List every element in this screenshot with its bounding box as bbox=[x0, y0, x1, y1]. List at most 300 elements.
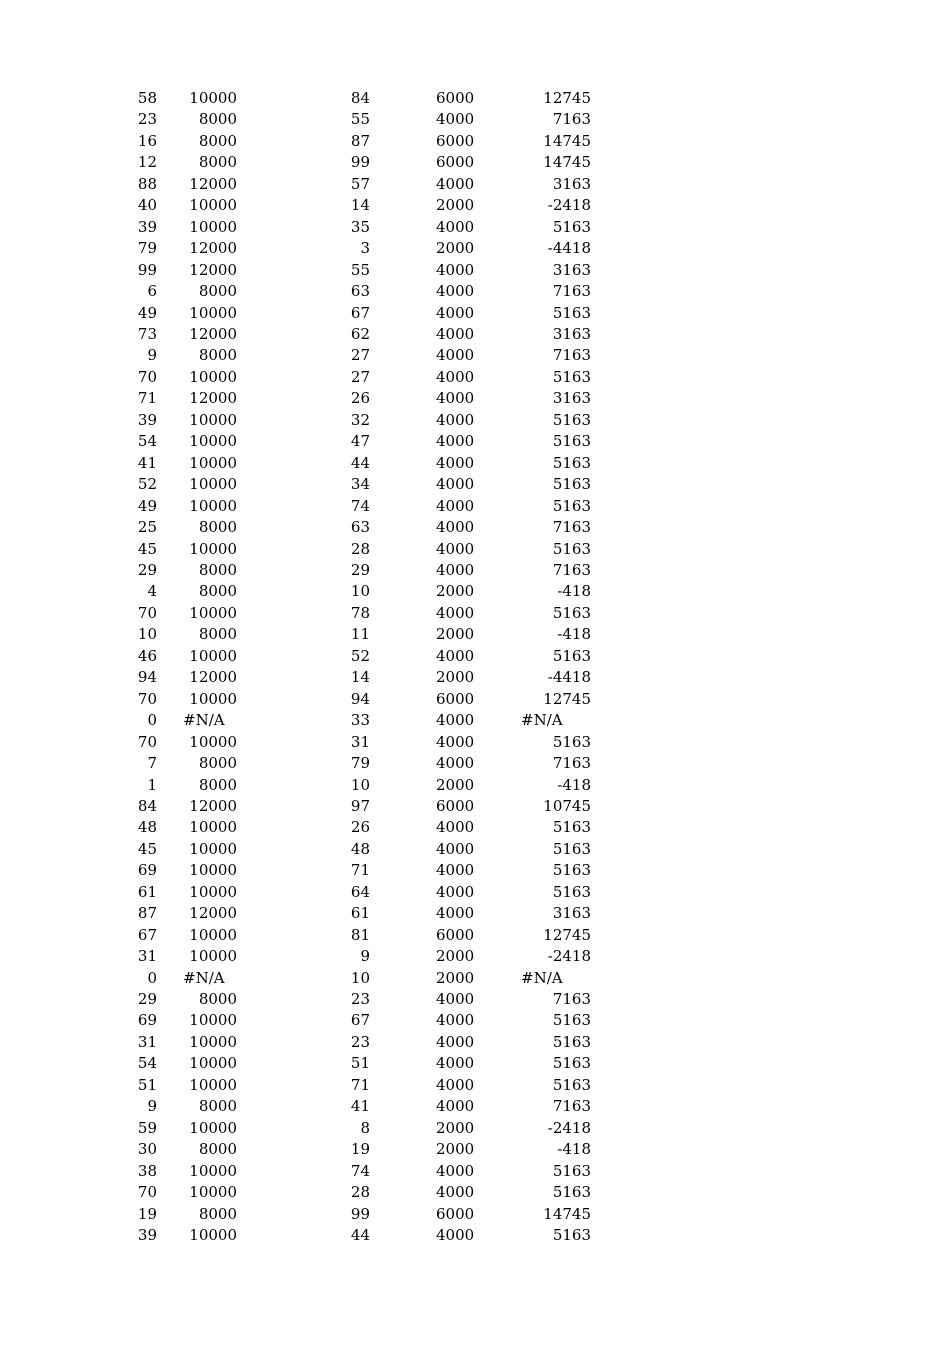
result-cell: 7163 bbox=[552, 346, 591, 365]
amount-cell: 6000 bbox=[436, 925, 475, 944]
cost-cell: 10000 bbox=[189, 947, 237, 966]
second-random-number-cell: 3 bbox=[360, 239, 370, 258]
amount-cell: 4000 bbox=[436, 1011, 475, 1030]
result-cell: 5163 bbox=[552, 861, 591, 880]
second-random-number-cell: 87 bbox=[350, 131, 370, 150]
table-row bbox=[0, 152, 950, 173]
second-random-number-cell: 19 bbox=[350, 1140, 370, 1159]
table-row bbox=[0, 88, 950, 109]
amount-cell: 2000 bbox=[436, 775, 475, 794]
result-cell: 5163 bbox=[552, 410, 591, 429]
cost-cell: 8000 bbox=[198, 1140, 237, 1159]
result-cell: 12745 bbox=[543, 925, 591, 944]
table-row bbox=[0, 238, 950, 259]
result-cell: 5163 bbox=[552, 539, 591, 558]
result-cell: 5163 bbox=[552, 453, 591, 472]
random-number-cell: 73 bbox=[137, 324, 157, 343]
table-row bbox=[0, 431, 950, 452]
second-random-number-cell: 84 bbox=[350, 89, 370, 107]
random-number-cell: 84 bbox=[137, 796, 157, 815]
random-number-cell: 0 bbox=[147, 711, 157, 730]
cost-cell: 8000 bbox=[198, 625, 237, 644]
table-row bbox=[0, 345, 950, 366]
cost-cell: 10000 bbox=[189, 217, 237, 236]
table-row bbox=[0, 474, 950, 495]
cost-cell: 12000 bbox=[189, 324, 237, 343]
random-number-cell: 39 bbox=[137, 1226, 157, 1245]
table-row bbox=[0, 925, 950, 946]
table-row bbox=[0, 753, 950, 774]
table-row bbox=[0, 689, 950, 710]
second-random-number-cell: 63 bbox=[350, 518, 370, 537]
table-row bbox=[0, 1075, 950, 1096]
result-cell: 5163 bbox=[552, 496, 591, 515]
result-cell: 5163 bbox=[552, 303, 591, 322]
random-number-cell: 9 bbox=[147, 346, 157, 365]
table-row bbox=[0, 1053, 950, 1074]
cost-cell: 8000 bbox=[198, 153, 237, 172]
random-number-cell: 88 bbox=[137, 174, 157, 193]
result-cell: 5163 bbox=[552, 1226, 591, 1245]
result-cell: -418 bbox=[557, 1140, 591, 1159]
random-number-cell: 31 bbox=[137, 947, 157, 966]
amount-cell: 4000 bbox=[436, 882, 475, 901]
amount-cell: 4000 bbox=[436, 560, 475, 579]
table-row bbox=[0, 710, 950, 731]
cost-cell: 10000 bbox=[189, 1226, 237, 1245]
amount-cell: 4000 bbox=[436, 453, 475, 472]
second-random-number-cell: 97 bbox=[350, 796, 370, 815]
second-random-number-cell: 61 bbox=[350, 904, 370, 923]
cost-cell: 10000 bbox=[189, 432, 237, 451]
cost-cell: 12000 bbox=[189, 174, 237, 193]
cost-cell: #N/A bbox=[183, 968, 225, 987]
result-cell: 5163 bbox=[552, 475, 591, 494]
random-number-cell: 7 bbox=[147, 754, 157, 773]
amount-cell: 4000 bbox=[436, 110, 475, 129]
amount-cell: 6000 bbox=[436, 131, 475, 150]
table-row bbox=[0, 667, 950, 688]
cost-cell: 10000 bbox=[189, 603, 237, 622]
table-row bbox=[0, 367, 950, 388]
random-number-cell: 70 bbox=[137, 603, 157, 622]
amount-cell: 4000 bbox=[436, 839, 475, 858]
random-number-cell: 87 bbox=[137, 904, 157, 923]
random-number-cell: 0 bbox=[147, 968, 157, 987]
cost-cell: 10000 bbox=[189, 475, 237, 494]
table-row bbox=[0, 1118, 950, 1139]
random-number-cell: 23 bbox=[137, 110, 157, 129]
random-number-cell: 99 bbox=[137, 260, 157, 279]
amount-cell: 2000 bbox=[436, 625, 475, 644]
second-random-number-cell: 32 bbox=[350, 410, 370, 429]
table-row bbox=[0, 388, 950, 409]
table-row bbox=[0, 560, 950, 581]
cost-cell: 10000 bbox=[189, 539, 237, 558]
second-random-number-cell: 67 bbox=[350, 303, 370, 322]
amount-cell: 2000 bbox=[436, 1140, 475, 1159]
cost-cell: 12000 bbox=[189, 389, 237, 408]
random-number-cell: 12 bbox=[137, 153, 157, 172]
random-number-cell: 30 bbox=[137, 1140, 157, 1159]
random-number-cell: 29 bbox=[137, 990, 157, 1009]
table-row bbox=[0, 217, 950, 238]
result-cell: 12745 bbox=[543, 89, 591, 107]
random-number-cell: 6 bbox=[147, 282, 157, 301]
result-cell: 14745 bbox=[543, 131, 591, 150]
second-random-number-cell: 14 bbox=[350, 196, 370, 215]
random-number-cell: 49 bbox=[137, 496, 157, 515]
table-row bbox=[0, 539, 950, 560]
cost-cell: 10000 bbox=[189, 818, 237, 837]
random-number-cell: 38 bbox=[137, 1161, 157, 1180]
second-random-number-cell: 44 bbox=[350, 1226, 370, 1245]
amount-cell: 4000 bbox=[436, 389, 475, 408]
table-row bbox=[0, 410, 950, 431]
cost-cell: 12000 bbox=[189, 260, 237, 279]
random-number-cell: 70 bbox=[137, 689, 157, 708]
second-random-number-cell: 55 bbox=[350, 260, 370, 279]
result-cell: 5163 bbox=[552, 1075, 591, 1094]
table-row bbox=[0, 646, 950, 667]
second-random-number-cell: 11 bbox=[350, 625, 370, 644]
result-cell: -418 bbox=[557, 775, 591, 794]
result-cell: 3163 bbox=[552, 174, 591, 193]
random-number-cell: 40 bbox=[137, 196, 157, 215]
result-cell: 14745 bbox=[543, 1204, 591, 1223]
cost-cell: 12000 bbox=[189, 668, 237, 687]
result-cell: 14745 bbox=[543, 153, 591, 172]
table-row bbox=[0, 174, 950, 195]
cost-cell: 10000 bbox=[189, 1118, 237, 1137]
result-cell: 5163 bbox=[552, 1183, 591, 1202]
amount-cell: 4000 bbox=[436, 818, 475, 837]
cost-cell: 8000 bbox=[198, 518, 237, 537]
table-row bbox=[0, 603, 950, 624]
amount-cell: 4000 bbox=[436, 217, 475, 236]
amount-cell: 2000 bbox=[436, 947, 475, 966]
table-row bbox=[0, 1225, 950, 1246]
random-number-cell: 52 bbox=[137, 475, 157, 494]
table-row bbox=[0, 968, 950, 989]
result-cell: -4418 bbox=[547, 668, 591, 687]
second-random-number-cell: 26 bbox=[350, 389, 370, 408]
cost-cell: 8000 bbox=[198, 1097, 237, 1116]
table-row bbox=[0, 496, 950, 517]
amount-cell: 4000 bbox=[436, 475, 475, 494]
second-random-number-cell: 62 bbox=[350, 324, 370, 343]
result-cell: 3163 bbox=[552, 324, 591, 343]
second-random-number-cell: 14 bbox=[350, 668, 370, 687]
amount-cell: 2000 bbox=[436, 582, 475, 601]
cost-cell: 10000 bbox=[189, 410, 237, 429]
random-number-cell: 71 bbox=[137, 389, 157, 408]
random-number-cell: 48 bbox=[137, 818, 157, 837]
cost-cell: 8000 bbox=[198, 582, 237, 601]
second-random-number-cell: 99 bbox=[350, 1204, 370, 1223]
result-cell: -4418 bbox=[547, 239, 591, 258]
second-random-number-cell: 52 bbox=[350, 646, 370, 665]
amount-cell: 4000 bbox=[436, 1032, 475, 1051]
result-cell: 7163 bbox=[552, 282, 591, 301]
table-row bbox=[0, 1182, 950, 1203]
result-cell: -2418 bbox=[547, 196, 591, 215]
random-number-cell: 39 bbox=[137, 217, 157, 236]
amount-cell: 2000 bbox=[436, 1118, 475, 1137]
result-cell: 5163 bbox=[552, 217, 591, 236]
cost-cell: 10000 bbox=[189, 839, 237, 858]
table-row bbox=[0, 1161, 950, 1182]
second-random-number-cell: 81 bbox=[350, 925, 370, 944]
random-number-cell: 1 bbox=[147, 775, 157, 794]
second-random-number-cell: 29 bbox=[350, 560, 370, 579]
second-random-number-cell: 23 bbox=[350, 990, 370, 1009]
amount-cell: 4000 bbox=[436, 732, 475, 751]
second-random-number-cell: 79 bbox=[350, 754, 370, 773]
result-cell: -2418 bbox=[547, 1118, 591, 1137]
amount-cell: 6000 bbox=[436, 1204, 475, 1223]
table-row bbox=[0, 989, 950, 1010]
amount-cell: 4000 bbox=[436, 711, 475, 730]
result-cell: 3163 bbox=[552, 904, 591, 923]
second-random-number-cell: 41 bbox=[350, 1097, 370, 1116]
table-row bbox=[0, 817, 950, 838]
random-number-cell: 54 bbox=[137, 1054, 157, 1073]
random-number-cell: 4 bbox=[147, 582, 157, 601]
second-random-number-cell: 35 bbox=[350, 217, 370, 236]
table-row bbox=[0, 1096, 950, 1117]
random-number-cell: 51 bbox=[137, 1075, 157, 1094]
result-cell: 7163 bbox=[552, 990, 591, 1009]
result-cell: #N/A bbox=[521, 968, 563, 987]
table-row bbox=[0, 903, 950, 924]
result-cell: 5163 bbox=[552, 603, 591, 622]
random-number-cell: 94 bbox=[137, 668, 157, 687]
amount-cell: 4000 bbox=[436, 1075, 475, 1094]
amount-cell: 4000 bbox=[436, 303, 475, 322]
table-row bbox=[0, 732, 950, 753]
amount-cell: 4000 bbox=[436, 539, 475, 558]
amount-cell: 4000 bbox=[436, 174, 475, 193]
table-row bbox=[0, 1010, 950, 1031]
table-row bbox=[0, 1204, 950, 1225]
amount-cell: 4000 bbox=[436, 260, 475, 279]
cost-cell: 8000 bbox=[198, 560, 237, 579]
random-number-cell: 69 bbox=[137, 861, 157, 880]
random-number-cell: 46 bbox=[137, 646, 157, 665]
cost-cell: 12000 bbox=[189, 796, 237, 815]
random-number-cell: 39 bbox=[137, 410, 157, 429]
result-cell: 5163 bbox=[552, 732, 591, 751]
result-cell: 5163 bbox=[552, 839, 591, 858]
cost-cell: 8000 bbox=[198, 282, 237, 301]
amount-cell: 4000 bbox=[436, 1161, 475, 1180]
table-row bbox=[0, 946, 950, 967]
second-random-number-cell: 94 bbox=[350, 689, 370, 708]
cost-cell: 8000 bbox=[198, 346, 237, 365]
cost-cell: 10000 bbox=[189, 1183, 237, 1202]
cost-cell: 12000 bbox=[189, 904, 237, 923]
table-row bbox=[0, 453, 950, 474]
result-cell: 5163 bbox=[552, 432, 591, 451]
result-cell: 5163 bbox=[552, 1011, 591, 1030]
second-random-number-cell: 47 bbox=[350, 432, 370, 451]
random-number-cell: 70 bbox=[137, 367, 157, 386]
result-cell: 5163 bbox=[552, 882, 591, 901]
result-cell: 7163 bbox=[552, 110, 591, 129]
table-row bbox=[0, 109, 950, 130]
cost-cell: 10000 bbox=[189, 882, 237, 901]
cost-cell: 10000 bbox=[189, 496, 237, 515]
table-row bbox=[0, 1032, 950, 1053]
second-random-number-cell: 33 bbox=[350, 711, 370, 730]
amount-cell: 4000 bbox=[436, 754, 475, 773]
amount-cell: 4000 bbox=[436, 1054, 475, 1073]
table-row bbox=[0, 882, 950, 903]
cost-cell: 10000 bbox=[189, 1032, 237, 1051]
table-row bbox=[0, 281, 950, 302]
random-number-cell: 45 bbox=[137, 539, 157, 558]
amount-cell: 4000 bbox=[436, 432, 475, 451]
table-row bbox=[0, 775, 950, 796]
table-row bbox=[0, 517, 950, 538]
random-number-cell: 58 bbox=[137, 89, 157, 107]
cost-cell: 8000 bbox=[198, 775, 237, 794]
cost-cell: 10000 bbox=[189, 303, 237, 322]
amount-cell: 4000 bbox=[436, 603, 475, 622]
second-random-number-cell: 64 bbox=[350, 882, 370, 901]
second-random-number-cell: 27 bbox=[350, 367, 370, 386]
result-cell: 5163 bbox=[552, 646, 591, 665]
second-random-number-cell: 74 bbox=[350, 1161, 370, 1180]
second-random-number-cell: 10 bbox=[350, 775, 370, 794]
random-number-cell: 69 bbox=[137, 1011, 157, 1030]
cost-cell: 10000 bbox=[189, 89, 237, 107]
result-cell: 7163 bbox=[552, 754, 591, 773]
second-random-number-cell: 67 bbox=[350, 1011, 370, 1030]
table-row bbox=[0, 839, 950, 860]
second-random-number-cell: 31 bbox=[350, 732, 370, 751]
cost-cell: 8000 bbox=[198, 1204, 237, 1223]
second-random-number-cell: 8 bbox=[360, 1118, 370, 1137]
random-number-cell: 19 bbox=[137, 1204, 157, 1223]
second-random-number-cell: 55 bbox=[350, 110, 370, 129]
result-cell: 7163 bbox=[552, 560, 591, 579]
amount-cell: 2000 bbox=[436, 668, 475, 687]
table-row bbox=[0, 303, 950, 324]
second-random-number-cell: 71 bbox=[350, 861, 370, 880]
result-cell: 10745 bbox=[543, 796, 591, 815]
random-number-cell: 49 bbox=[137, 303, 157, 322]
cost-cell: 8000 bbox=[198, 131, 237, 150]
spreadsheet-table bbox=[0, 88, 950, 1246]
result-cell: 5163 bbox=[552, 818, 591, 837]
second-random-number-cell: 48 bbox=[350, 839, 370, 858]
amount-cell: 4000 bbox=[436, 324, 475, 343]
cost-cell: 10000 bbox=[189, 1075, 237, 1094]
second-random-number-cell: 28 bbox=[350, 539, 370, 558]
result-cell: -2418 bbox=[547, 947, 591, 966]
table-row bbox=[0, 1139, 950, 1160]
random-number-cell: 10 bbox=[137, 625, 157, 644]
random-number-cell: 70 bbox=[137, 1183, 157, 1202]
amount-cell: 2000 bbox=[436, 196, 475, 215]
amount-cell: 4000 bbox=[436, 496, 475, 515]
second-random-number-cell: 27 bbox=[350, 346, 370, 365]
cost-cell: 12000 bbox=[189, 239, 237, 258]
result-cell: -418 bbox=[557, 582, 591, 601]
table-row bbox=[0, 796, 950, 817]
second-random-number-cell: 28 bbox=[350, 1183, 370, 1202]
result-cell: 7163 bbox=[552, 518, 591, 537]
amount-cell: 4000 bbox=[436, 904, 475, 923]
second-random-number-cell: 34 bbox=[350, 475, 370, 494]
amount-cell: 4000 bbox=[436, 990, 475, 1009]
result-cell: 3163 bbox=[552, 260, 591, 279]
random-number-cell: 61 bbox=[137, 882, 157, 901]
cost-cell: 10000 bbox=[189, 1054, 237, 1073]
second-random-number-cell: 78 bbox=[350, 603, 370, 622]
cost-cell: 10000 bbox=[189, 925, 237, 944]
amount-cell: 6000 bbox=[436, 689, 475, 708]
random-number-cell: 25 bbox=[137, 518, 157, 537]
result-cell: 5163 bbox=[552, 1032, 591, 1051]
random-number-cell: 54 bbox=[137, 432, 157, 451]
cost-cell: 8000 bbox=[198, 754, 237, 773]
second-random-number-cell: 23 bbox=[350, 1032, 370, 1051]
cost-cell: 10000 bbox=[189, 1161, 237, 1180]
second-random-number-cell: 74 bbox=[350, 496, 370, 515]
result-cell: 3163 bbox=[552, 389, 591, 408]
amount-cell: 2000 bbox=[436, 239, 475, 258]
amount-cell: 4000 bbox=[436, 518, 475, 537]
random-number-cell: 31 bbox=[137, 1032, 157, 1051]
amount-cell: 4000 bbox=[436, 646, 475, 665]
second-random-number-cell: 26 bbox=[350, 818, 370, 837]
cost-cell: 8000 bbox=[198, 990, 237, 1009]
random-number-cell: 67 bbox=[137, 925, 157, 944]
random-number-cell: 45 bbox=[137, 839, 157, 858]
amount-cell: 6000 bbox=[436, 153, 475, 172]
second-random-number-cell: 9 bbox=[360, 947, 370, 966]
amount-cell: 4000 bbox=[436, 1183, 475, 1202]
cost-cell: 8000 bbox=[198, 110, 237, 129]
amount-cell: 4000 bbox=[436, 346, 475, 365]
result-cell: 5163 bbox=[552, 1161, 591, 1180]
result-cell: 5163 bbox=[552, 367, 591, 386]
random-number-cell: 41 bbox=[137, 453, 157, 472]
amount-cell: 4000 bbox=[436, 1097, 475, 1116]
amount-cell: 4000 bbox=[436, 282, 475, 301]
random-number-cell: 16 bbox=[137, 131, 157, 150]
cost-cell: #N/A bbox=[183, 711, 225, 730]
table-row bbox=[0, 624, 950, 645]
amount-cell: 6000 bbox=[436, 796, 475, 815]
amount-cell: 4000 bbox=[436, 367, 475, 386]
cost-cell: 10000 bbox=[189, 196, 237, 215]
table-row bbox=[0, 324, 950, 345]
result-cell: 7163 bbox=[552, 1097, 591, 1116]
random-number-cell: 70 bbox=[137, 732, 157, 751]
second-random-number-cell: 57 bbox=[350, 174, 370, 193]
second-random-number-cell: 99 bbox=[350, 153, 370, 172]
table-row bbox=[0, 581, 950, 602]
result-cell: -418 bbox=[557, 625, 591, 644]
table-row bbox=[0, 131, 950, 152]
second-random-number-cell: 10 bbox=[350, 582, 370, 601]
cost-cell: 10000 bbox=[189, 1011, 237, 1030]
result-cell: 12745 bbox=[543, 689, 591, 708]
